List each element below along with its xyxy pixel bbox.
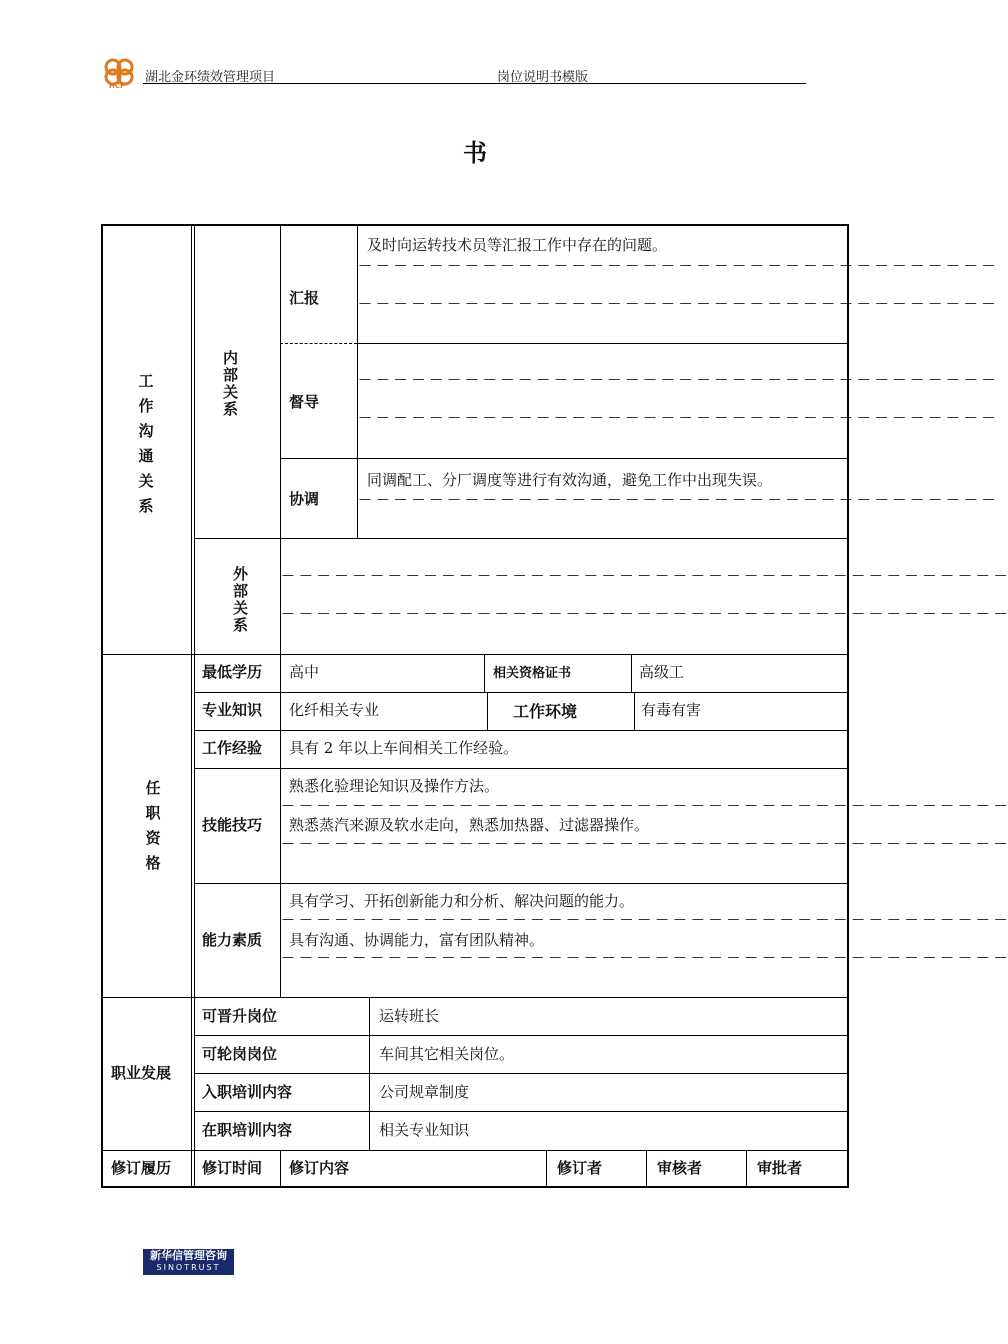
coord-text: 同调配工、分厂调度等进行有效沟通，避免工作中出现失误。 xyxy=(367,471,773,489)
auditor-header: 审核者 xyxy=(657,1159,703,1177)
ability-item-1: 具有学习、开拓创新能力和分析、解决问题的能力。 xyxy=(289,892,635,910)
skill-item-2: 熟悉蒸汽来源及软水走向，熟悉加热器、过滤器操作。 xyxy=(289,816,650,834)
footer-brand-en: SINOTRUST xyxy=(156,1263,221,1272)
entry-training-value: 公司规章制度 xyxy=(379,1083,470,1101)
report-label: 汇报 xyxy=(289,289,320,307)
revision-content-header: 修订内容 xyxy=(289,1159,350,1177)
edu-value: 高中 xyxy=(289,663,320,681)
job-description-table xyxy=(101,224,1008,1188)
revision-label: 修订履历 xyxy=(111,1159,172,1177)
cert-label: 相关资格证书 xyxy=(493,666,572,681)
dash-line: — — — — — — — — — — — — — — — — — — — — — — — — — — — — — — — — — — — — — — — — — xyxy=(282,606,1008,620)
dash-line: — — — — — — — — — — — — — — — — — — — — — — — — — — — — — — — — — — — — — — — — — xyxy=(282,568,1008,582)
dash-line: — — — — — — — — — — — — — — — — — — — — — — — — — — — — — — — — — — — — xyxy=(359,492,996,506)
header-company: 湖北金环绩效管理项目 xyxy=(145,70,276,85)
dash-line: — — — — — — — — — — — — — — — — — — — — — — — — — — — — — — — — — — — — — — — — — xyxy=(282,912,1008,926)
internal-relation-label: 内部关系 xyxy=(221,350,239,418)
work-comm-label: 工 作 沟 通 关 系 xyxy=(138,372,154,515)
dash-line: — — — — — — — — — — — — — — — — — — — — — — — — — — — — — — — — — — — — — — — — — xyxy=(282,798,1008,812)
dash-line: — — — — — — — — — — — — — — — — — — — — — — — — — — — — — — — — — — — — xyxy=(359,296,996,310)
edu-label: 最低学历 xyxy=(202,663,263,681)
ability-item-2: 具有沟通、协调能力，富有团队精神。 xyxy=(289,931,545,949)
env-value: 有毒有害 xyxy=(641,701,702,719)
approver-header: 审批者 xyxy=(757,1159,803,1177)
promote-value: 运转班长 xyxy=(379,1007,440,1025)
page-title: 书 xyxy=(463,139,487,167)
qualification-label: 任 职 资 格 xyxy=(145,779,161,872)
footer-brand-logo xyxy=(143,1249,234,1275)
dash-line: — — — — — — — — — — — — — — — — — — — — — — — — — — — — — — — — — — — — — — — — — xyxy=(282,836,1008,850)
header-doc-type: 岗位说明书模版 xyxy=(497,70,589,85)
cert-value: 高级工 xyxy=(639,663,685,681)
skill-label: 技能技巧 xyxy=(202,816,263,834)
knowledge-label: 专业知识 xyxy=(202,701,263,719)
env-label: 工作环境 xyxy=(513,702,578,721)
dash-line: — — — — — — — — — — — — — — — — — — — — — — — — — — — — — — — — — — — — — — — — — xyxy=(282,950,1008,964)
dash-line: — — — — — — — — — — — — — — — — — — — — — — — — — — — — — — — — — — — — xyxy=(359,372,996,386)
dash-line: — — — — — — — — — — — — — — — — — — — — — — — — — — — — — — — — — — — — xyxy=(359,258,996,272)
exp-value: 具有 2 年以上车间相关工作经验。 xyxy=(289,739,519,757)
promote-label: 可晋升岗位 xyxy=(202,1007,278,1025)
career-label: 职业发展 xyxy=(111,1064,172,1082)
dash-line: — — — — — — — — — — — — — — — — — — — — — — — — — — — — — — — — — — — — xyxy=(359,410,996,424)
reviser-header: 修订者 xyxy=(557,1159,603,1177)
rotate-label: 可轮岗岗位 xyxy=(202,1045,278,1063)
supervise-label: 督导 xyxy=(289,393,320,411)
company-logo xyxy=(101,55,137,91)
entry-training-label: 入职培训内容 xyxy=(202,1083,293,1101)
header-rule xyxy=(143,83,806,84)
coord-label: 协调 xyxy=(289,490,320,508)
report-text: 及时向运转技术员等汇报工作中存在的问题。 xyxy=(367,236,668,254)
exp-label: 工作经验 xyxy=(202,739,263,757)
onjob-training-value: 相关专业知识 xyxy=(379,1121,470,1139)
skill-item-1: 熟悉化验理论知识及操作方法。 xyxy=(289,777,500,795)
revision-time-header: 修订时间 xyxy=(202,1159,263,1177)
knowledge-value: 化纤相关专业 xyxy=(289,701,380,719)
external-relation-label: 外部关系 xyxy=(231,566,249,634)
rotate-value: 车间其它相关岗位。 xyxy=(379,1045,515,1063)
onjob-training-label: 在职培训内容 xyxy=(202,1121,293,1139)
logo-text: HCF xyxy=(109,82,125,90)
ability-label: 能力素质 xyxy=(202,931,263,949)
footer-brand-cn: 新华信管理咨询 xyxy=(150,1249,227,1262)
